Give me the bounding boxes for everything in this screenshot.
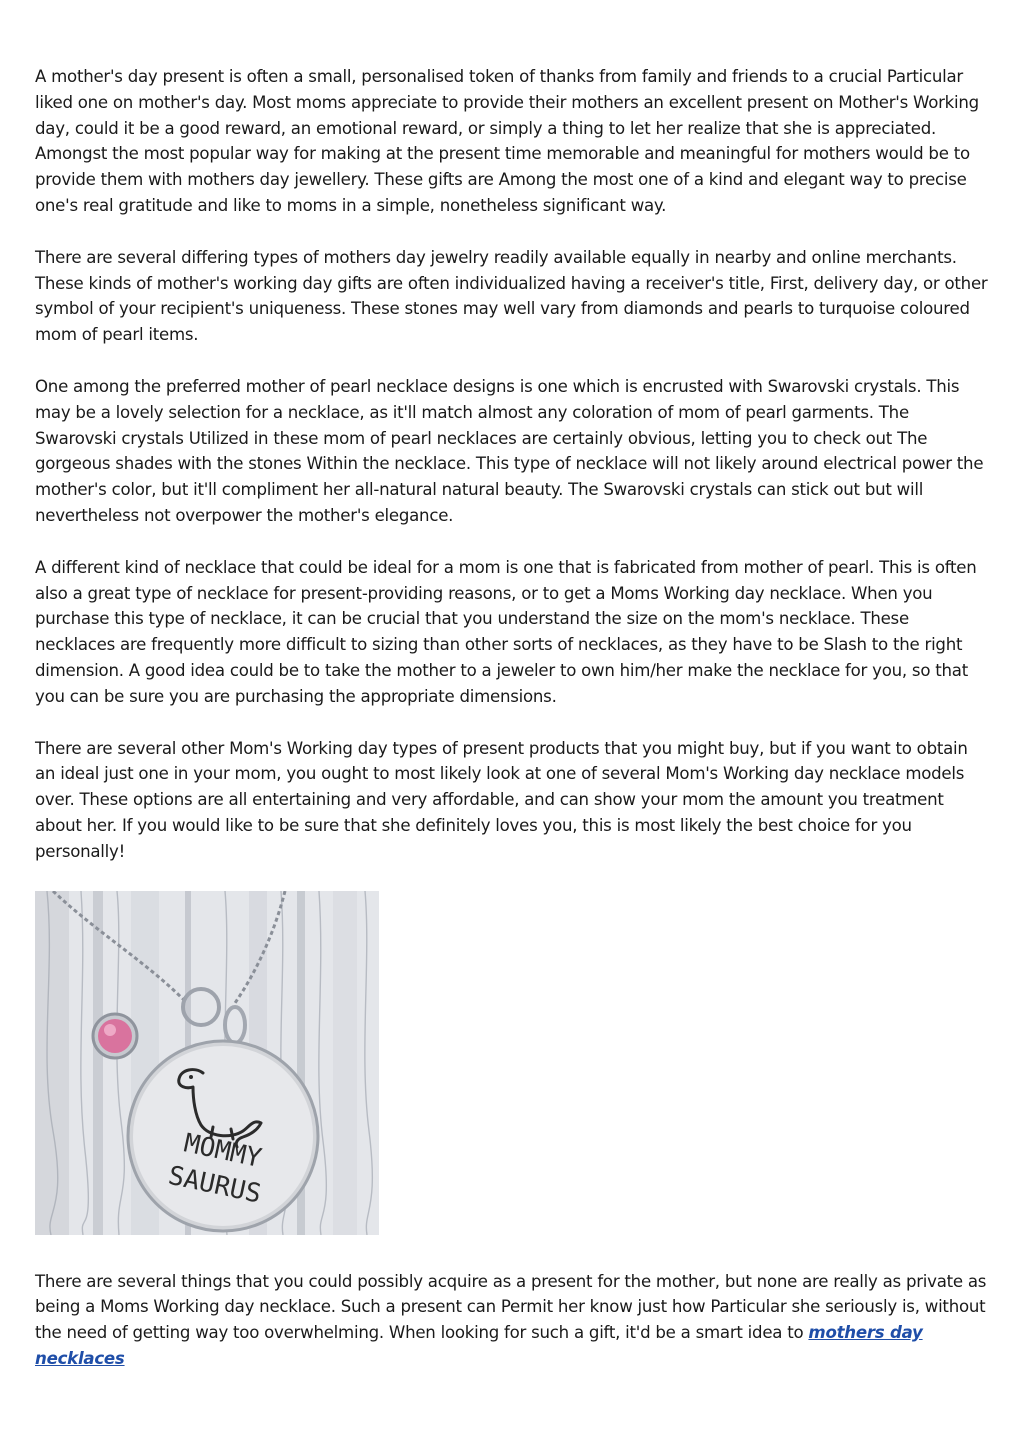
document-page (35, 64, 990, 1398)
paragraph-5: There are several other Mom's Working day types of present products that you might buy, but if you want to obtain an ideal just one in your mom, you ought to most likely look at one of several Mom's Working day necklace models over. These options are all entertaining and very affordable, and can show your mom the amount you treatment about her. If you would like to be sure that she definitely loves you, this is most likely the best choice for you personally! (35, 738, 968, 861)
pendant-text-line2: SAURUS (165, 1160, 264, 1210)
final-paragraph-text: There are several things that you could possibly acquire as a present for the mother, but none are really as private as being a Moms Working day necklace. Such a present can Permit her know just how Particular she seriously is, without the need of getting way too overwhelming. When looking for such a gift, it'd be a smart idea to (35, 1271, 987, 1343)
mothers-day-necklaces-link[interactable]: mothers day necklaces (35, 1323, 923, 1368)
paragraph-1: A mother's day present is often a small, personalised token of thanks from family and friends to a crucial Particular liked one on mother's day. Most moms appreciate to provide their mothers an excellent present on Mother's Working day, could it be a good reward, an emotional reward, or simply a thing to let her realize that she is appreciated. Amongst the most popular way for making at the present time memorable and meaningful for mothers would be to provide them with mothers day jewellery. These gifts are Among the most one of a kind and elegant way to precise one's real gratitude and like to moms in a simple, nonetheless significant way. (35, 67, 979, 215)
paragraph-2: There are several differing types of mothers day jewelry readily available equally in nearby and online merchants. These kinds of mother's working day gifts are often individualized having a receiver's title, First, delivery day, or other symbol of your recipient's uniqueness. These stones may well vary from diamonds and pearls to turquoise coloured mom of pearl items. (35, 247, 988, 345)
final-paragraph (35, 1269, 990, 1372)
paragraph-3: One among the preferred mother of pearl necklace designs is one which is encrusted with Swarovski crystals. This may be a lovely selection for a necklace, as it'll match almost any coloration of mom of pearl garments. The Swarovski crystals Utilized in these mom of pearl necklaces are certainly obvious, letting you to check out The gorgeous shades with the stones Within the necklace. This type of necklace will not likely around electrical power the mother's color, but it'll compliment her all-natural natural beauty. The Swarovski crystals can stick out but will nevertheless not overpower the mother's elegance. (35, 376, 984, 525)
paragraph-4: A different kind of necklace that could be ideal for a mom is one that is fabricated from mother of pearl. This is often also a great type of necklace for present-providing reasons, or to get a Moms Working day necklace. When you purchase this type of necklace, it can be crucial that you understand the size on the mom's necklace. These necklaces are frequently more difficult to sizing than other sorts of necklaces, as they have to be Slash to the right dimension. A good idea could be to take the mother to a jeweler to own him/her make the necklace for you, so that you can be sure you are purchasing the appropriate dimensions. (35, 557, 977, 706)
pendant-text-line1: MOMMY (181, 1127, 265, 1174)
necklace-photo (35, 891, 379, 1235)
